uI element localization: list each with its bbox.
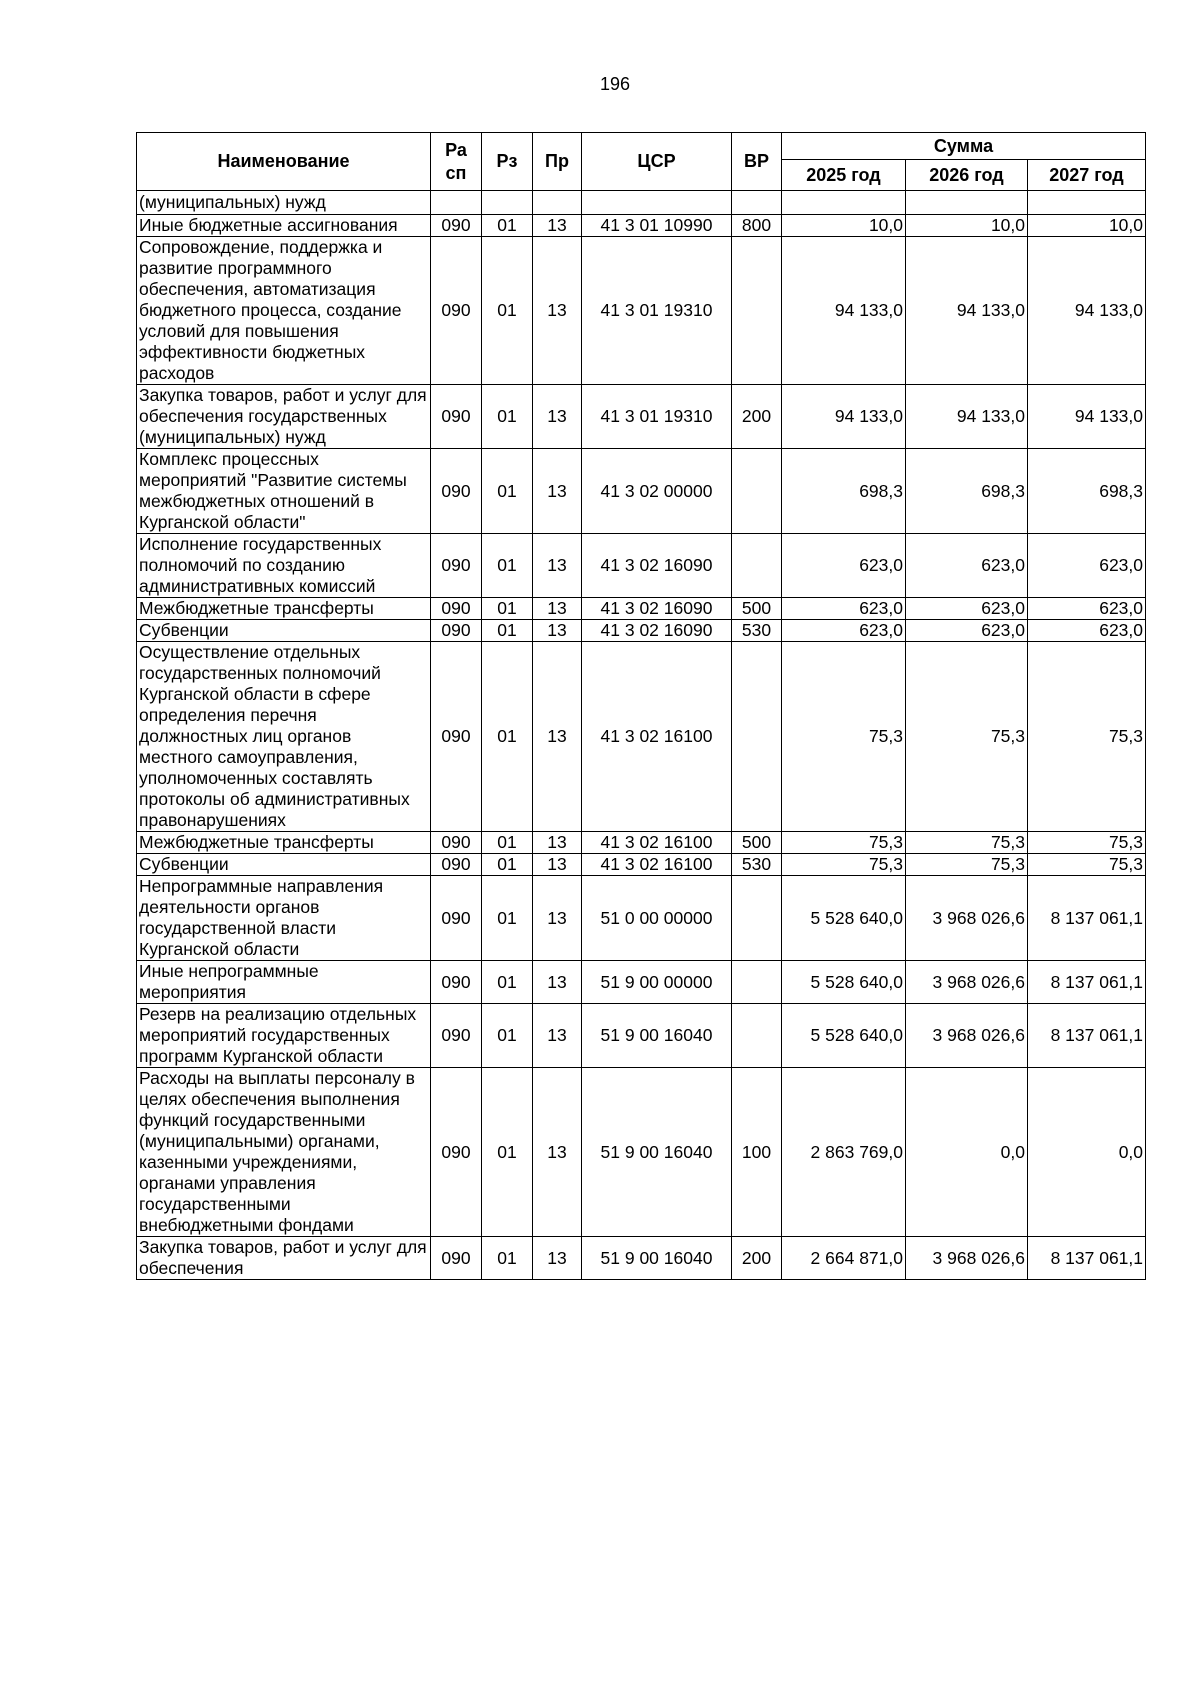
cell-name: Иные бюджетные ассигнования [137, 215, 431, 237]
cell-2027: 0,0 [1028, 1068, 1146, 1237]
cell-pr: 13 [533, 534, 582, 598]
cell-vr: 800 [732, 215, 782, 237]
cell-rz: 01 [482, 449, 533, 534]
cell-name: Межбюджетные трансферты [137, 832, 431, 854]
table-row [137, 598, 1146, 620]
cell-name: Резерв на реализацию отдельных мероприятий государственных программ Курганской области [137, 1004, 431, 1068]
cell-2025 [782, 191, 906, 215]
header-row-top [137, 133, 1146, 160]
table-row [137, 191, 1146, 215]
cell-rz: 01 [482, 961, 533, 1004]
cell-pr: 13 [533, 961, 582, 1004]
cell-2025: 623,0 [782, 620, 906, 642]
cell-vr [732, 642, 782, 832]
cell-2027: 75,3 [1028, 642, 1146, 832]
cell-rasp: 090 [431, 961, 482, 1004]
cell-rz: 01 [482, 1068, 533, 1237]
table-row [137, 385, 1146, 449]
cell-2026 [906, 191, 1028, 215]
cell-vr: 500 [732, 832, 782, 854]
cell-pr: 13 [533, 1004, 582, 1068]
cell-pr: 13 [533, 449, 582, 534]
cell-vr: 100 [732, 1068, 782, 1237]
cell-rasp: 090 [431, 854, 482, 876]
cell-2027: 623,0 [1028, 598, 1146, 620]
cell-csr: 41 3 02 16090 [582, 598, 732, 620]
table-row [137, 1004, 1146, 1068]
cell-pr: 13 [533, 854, 582, 876]
cell-2026: 623,0 [906, 620, 1028, 642]
cell-csr: 41 3 02 16100 [582, 832, 732, 854]
cell-name: Иные непрограммные мероприятия [137, 961, 431, 1004]
cell-2027 [1028, 191, 1146, 215]
cell-pr: 13 [533, 876, 582, 961]
table-row [137, 215, 1146, 237]
cell-name: Осуществление отдельных государственных полномочий Курганской области в сфере определения перечня должностных лиц органов местного самоуправления, уполномоченных составлять протоколы об административных правонарушениях [137, 642, 431, 832]
cell-vr [732, 1004, 782, 1068]
table-row [137, 620, 1146, 642]
col-header-vr: ВР [732, 133, 782, 191]
cell-rasp: 090 [431, 1004, 482, 1068]
cell-2025: 5 528 640,0 [782, 961, 906, 1004]
cell-csr: 51 9 00 00000 [582, 961, 732, 1004]
cell-2027: 10,0 [1028, 215, 1146, 237]
cell-2026: 623,0 [906, 598, 1028, 620]
col-header-name: Наименование [137, 133, 431, 191]
cell-vr: 530 [732, 854, 782, 876]
cell-csr: 41 3 01 19310 [582, 385, 732, 449]
cell-name: (муниципальных) нужд [137, 191, 431, 215]
cell-csr: 51 9 00 16040 [582, 1068, 732, 1237]
cell-2026: 10,0 [906, 215, 1028, 237]
cell-2026: 3 968 026,6 [906, 1237, 1028, 1280]
cell-2026: 698,3 [906, 449, 1028, 534]
cell-2027: 75,3 [1028, 854, 1146, 876]
cell-rz: 01 [482, 385, 533, 449]
cell-2026: 75,3 [906, 854, 1028, 876]
cell-rz: 01 [482, 534, 533, 598]
cell-2025: 5 528 640,0 [782, 876, 906, 961]
table-row [137, 1068, 1146, 1237]
cell-2027: 698,3 [1028, 449, 1146, 534]
cell-pr: 13 [533, 620, 582, 642]
cell-rz [482, 191, 533, 215]
cell-csr [582, 191, 732, 215]
col-header-rasp-text: Ра сп [445, 139, 467, 183]
cell-rz: 01 [482, 1237, 533, 1280]
cell-2027: 8 137 061,1 [1028, 1237, 1146, 1280]
cell-2025: 5 528 640,0 [782, 1004, 906, 1068]
cell-pr: 13 [533, 832, 582, 854]
cell-rasp: 090 [431, 876, 482, 961]
cell-vr [732, 534, 782, 598]
cell-name: Сопровождение, поддержка и развитие программного обеспечения, автоматизация бюджетного процесса, создание условий для повышения эффективности бюджетных расходов [137, 237, 431, 385]
cell-vr: 200 [732, 385, 782, 449]
cell-csr: 41 3 02 16090 [582, 620, 732, 642]
cell-rz: 01 [482, 598, 533, 620]
cell-name: Закупка товаров, работ и услуг для обеспечения государственных (муниципальных) нужд [137, 385, 431, 449]
cell-2025: 75,3 [782, 854, 906, 876]
cell-vr: 500 [732, 598, 782, 620]
cell-2025: 623,0 [782, 534, 906, 598]
col-header-2027: 2027 год [1028, 160, 1146, 191]
cell-2026: 75,3 [906, 832, 1028, 854]
cell-rasp: 090 [431, 642, 482, 832]
cell-pr: 13 [533, 1068, 582, 1237]
cell-2027: 94 133,0 [1028, 237, 1146, 385]
cell-2026: 0,0 [906, 1068, 1028, 1237]
cell-rz: 01 [482, 854, 533, 876]
table-row [137, 854, 1146, 876]
cell-2025: 698,3 [782, 449, 906, 534]
budget-table [136, 132, 1146, 1280]
cell-2026: 75,3 [906, 642, 1028, 832]
cell-2027: 8 137 061,1 [1028, 961, 1146, 1004]
cell-2027: 75,3 [1028, 832, 1146, 854]
cell-2025: 94 133,0 [782, 385, 906, 449]
cell-csr: 41 3 02 16100 [582, 642, 732, 832]
cell-pr: 13 [533, 215, 582, 237]
cell-rasp: 090 [431, 534, 482, 598]
cell-2025: 94 133,0 [782, 237, 906, 385]
cell-name: Исполнение государственных полномочий по созданию административных комиссий [137, 534, 431, 598]
table-row [137, 876, 1146, 961]
cell-2025: 2 863 769,0 [782, 1068, 906, 1237]
cell-vr [732, 449, 782, 534]
cell-vr [732, 961, 782, 1004]
cell-2025: 2 664 871,0 [782, 1237, 906, 1280]
cell-rasp: 090 [431, 620, 482, 642]
cell-vr: 200 [732, 1237, 782, 1280]
cell-csr: 41 3 01 19310 [582, 237, 732, 385]
table-row [137, 961, 1146, 1004]
cell-rasp: 090 [431, 1237, 482, 1280]
cell-2027: 8 137 061,1 [1028, 1004, 1146, 1068]
table-row [137, 534, 1146, 598]
col-header-sum: Сумма [782, 133, 1146, 160]
col-header-pr: Пр [533, 133, 582, 191]
cell-rz: 01 [482, 876, 533, 961]
cell-rasp: 090 [431, 598, 482, 620]
cell-2026: 3 968 026,6 [906, 961, 1028, 1004]
cell-pr: 13 [533, 385, 582, 449]
cell-2027: 623,0 [1028, 620, 1146, 642]
cell-name: Закупка товаров, работ и услуг для обеспечения [137, 1237, 431, 1280]
cell-vr [732, 876, 782, 961]
cell-2027: 623,0 [1028, 534, 1146, 598]
cell-2026: 3 968 026,6 [906, 876, 1028, 961]
col-header-rz: Рз [482, 133, 533, 191]
cell-csr: 41 3 02 00000 [582, 449, 732, 534]
cell-rasp [431, 191, 482, 215]
cell-2026: 3 968 026,6 [906, 1004, 1028, 1068]
cell-csr: 51 9 00 16040 [582, 1237, 732, 1280]
cell-pr: 13 [533, 598, 582, 620]
table-row [137, 1237, 1146, 1280]
cell-2025: 10,0 [782, 215, 906, 237]
table-row [137, 832, 1146, 854]
cell-pr: 13 [533, 1237, 582, 1280]
cell-pr [533, 191, 582, 215]
cell-csr: 51 0 00 00000 [582, 876, 732, 961]
table-row [137, 449, 1146, 534]
cell-pr: 13 [533, 237, 582, 385]
cell-rasp: 090 [431, 1068, 482, 1237]
cell-2025: 75,3 [782, 832, 906, 854]
table-row [137, 642, 1146, 832]
cell-name: Субвенции [137, 620, 431, 642]
cell-rz: 01 [482, 642, 533, 832]
cell-rz: 01 [482, 1004, 533, 1068]
cell-name: Комплекс процессных мероприятий "Развитие системы межбюджетных отношений в Курганской области" [137, 449, 431, 534]
cell-2026: 623,0 [906, 534, 1028, 598]
cell-csr: 41 3 02 16100 [582, 854, 732, 876]
col-header-2025: 2025 год [782, 160, 906, 191]
cell-pr: 13 [533, 642, 582, 832]
cell-name: Межбюджетные трансферты [137, 598, 431, 620]
cell-rasp: 090 [431, 832, 482, 854]
cell-csr: 41 3 02 16090 [582, 534, 732, 598]
cell-2027: 94 133,0 [1028, 385, 1146, 449]
col-header-2026: 2026 год [906, 160, 1028, 191]
cell-2027: 8 137 061,1 [1028, 876, 1146, 961]
cell-2026: 94 133,0 [906, 237, 1028, 385]
cell-rz: 01 [482, 620, 533, 642]
cell-vr: 530 [732, 620, 782, 642]
table-row [137, 237, 1146, 385]
cell-rasp: 090 [431, 237, 482, 385]
cell-rasp: 090 [431, 385, 482, 449]
cell-csr: 41 3 01 10990 [582, 215, 732, 237]
cell-rz: 01 [482, 832, 533, 854]
cell-rasp: 090 [431, 215, 482, 237]
cell-vr [732, 191, 782, 215]
cell-2025: 75,3 [782, 642, 906, 832]
cell-vr [732, 237, 782, 385]
cell-name: Субвенции [137, 854, 431, 876]
cell-rz: 01 [482, 237, 533, 385]
cell-rasp: 090 [431, 449, 482, 534]
cell-rz: 01 [482, 215, 533, 237]
cell-2026: 94 133,0 [906, 385, 1028, 449]
col-header-rasp [431, 133, 482, 191]
cell-name: Расходы на выплаты персоналу в целях обеспечения выполнения функций государственными (муниципальными) органами, казенными учреждениями, органами управления государственными внебюджетными фондами [137, 1068, 431, 1237]
cell-name: Непрограммные направления деятельности органов государственной власти Курганской области [137, 876, 431, 961]
page-number: 196 [599, 74, 631, 94]
col-header-csr: ЦСР [582, 133, 732, 191]
cell-2025: 623,0 [782, 598, 906, 620]
cell-csr: 51 9 00 16040 [582, 1004, 732, 1068]
